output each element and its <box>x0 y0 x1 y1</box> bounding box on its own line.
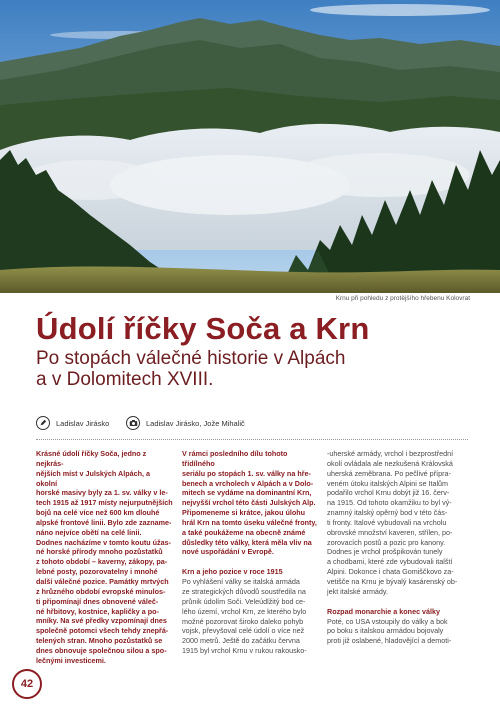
text-line: důsledky této války, která měla vliv na <box>182 537 312 547</box>
text-line: nejvyšší vrchol této části Julských Alp. <box>182 498 316 508</box>
subtitle-line-2: a v Dolomitech XVIII. <box>36 369 214 390</box>
text-line: lého území, vrchol Krn, ze kterého bylo <box>182 606 307 616</box>
text-line: nové uspořádání v Evropě. <box>182 547 274 557</box>
text-line: né horské přírody mnoho pozůstatků <box>36 547 163 557</box>
section-heading: Rozpad monarchie a konec války <box>327 606 441 616</box>
column-3 <box>327 449 464 646</box>
pen-icon <box>36 416 50 430</box>
text-line: společně potomci všech tehdy znepřá- <box>36 626 169 636</box>
text-line: bojů na celé více než 600 km dlouhé <box>36 508 160 518</box>
text-line: ze strategických důvodů soustředila na <box>182 586 306 596</box>
paragraph-gap <box>182 557 319 567</box>
text-line: z tohoto období – kaverny, zákopy, pa- <box>36 557 168 567</box>
text-line: seriálu po stopách 1. sv. války na hře- <box>182 468 311 478</box>
divider <box>36 439 468 440</box>
text-line: uherská zeměbrana. Po pečlivé přípra- <box>327 468 451 478</box>
text-line: průnik údolím Soči. Veleúdlžitý bod ce- <box>182 596 306 606</box>
landscape-illustration <box>0 0 500 293</box>
author-credits <box>36 414 245 432</box>
photo-caption: Krnu při pohledu z protějšího hřebenu Kolovrat <box>335 295 470 302</box>
text-line: ti fronty. Italové vybudovali na vrcholu <box>327 517 447 527</box>
text-line: další válečné pozice. Památky mrtvých <box>36 576 169 586</box>
article-title: Údolí říčky Soča a Krn <box>36 311 370 346</box>
text-line: mníky. Na své předky vzpomínají dnes <box>36 616 167 626</box>
text-line: a chodbami, které zde vybudovali italští <box>327 557 453 567</box>
text-line: vojsk, převyšoval celé údolí o více než <box>182 626 305 636</box>
text-line: podařilo vrchol Krnu dobýt již 16. červ- <box>327 488 450 498</box>
text-line: jekt italské armády. <box>327 586 388 596</box>
intro-paragraph <box>182 449 319 557</box>
text-line: 1915 byl vrchol Krnu v rukou rakousko- <box>182 646 307 656</box>
text-line: lebné posty, pozorovatelny i mnohé <box>36 567 158 577</box>
text-line: Dodnes nacházíme v tomto koutu úžas- <box>36 537 171 547</box>
text-line: ti připomínají dnes obnovené váleč- <box>36 596 159 606</box>
text-line: náno nejvíce obětí na celé linii. <box>36 527 142 537</box>
text-line: zorovacích postů a pozic pro kanony. <box>327 537 446 547</box>
text-line: né hřbitovy, kostnice, kapličky a po- <box>36 606 159 616</box>
photo-authors: Ladislav Jirásko, Jože Mihalič <box>146 418 245 428</box>
text-line: tech 1915 až 1917 místy nejurputnějších <box>36 498 173 508</box>
text-line: V rámci posledního dílu tohoto třídílného <box>182 449 288 468</box>
column-1 <box>36 449 173 666</box>
article-subtitle <box>36 348 476 390</box>
text-line: telených stran. Mnoho pozůstatků se <box>36 636 163 646</box>
text-line: nějších míst v Julských Alpách, a okolní <box>36 468 150 488</box>
text-line: okolí ovládala ale nezkušená Královská <box>327 458 453 468</box>
text-line: z hrůzného období evropské minulos- <box>36 586 166 596</box>
text-line: vetišče na Krnu je bývalý kasárenský ob- <box>327 576 458 586</box>
text-line: a také poukážeme na obecně známé <box>182 527 306 537</box>
text-line: lečnými investicemi. <box>36 655 106 665</box>
text-line: znamný italský opěrný bod v této čás- <box>327 508 448 518</box>
text-author: Ladislav Jirásko <box>56 418 110 428</box>
text-line: alpské frontové linii. Bylo zde zazname- <box>36 517 172 527</box>
page-number: 42 <box>12 669 42 699</box>
subtitle-line-1: Po stopách válečné historie v Alpách <box>36 348 346 369</box>
text-line: 2000 metrů. Ještě do začátku června <box>182 636 300 646</box>
text-line: dnes obnovuje společnou silou a spo- <box>36 645 167 655</box>
text-line: na 1915. Od tohoto okamžiku to byl vý- <box>327 498 452 508</box>
text-line: Po vyhlášení války se italská armáda <box>182 577 300 587</box>
camera-icon <box>126 416 140 430</box>
text-line: Připomeneme si krátce, jakou úlohu <box>182 508 306 518</box>
section-heading: Krn a jeho pozice v roce 1915 <box>182 567 283 577</box>
text-line: benech a vrcholech v Alpách a v Dolo- <box>182 478 314 488</box>
body-paragraph <box>182 577 319 656</box>
text-line: proti již oslabené, hladovějící a demoti- <box>327 636 452 646</box>
text-line: obrovské množství kaveren, střílen, po- <box>327 527 453 537</box>
text-line: hrál Krn na tomto úseku válečné fronty, <box>182 517 317 527</box>
text-line: Dodnes je vrchol prošpikován tunely <box>327 547 443 557</box>
text-line: po boku s italskou armádou bojovaly <box>327 626 444 636</box>
text-line: Poté, co USA vstoupily do války a bok <box>327 616 448 626</box>
paragraph-gap <box>327 597 464 607</box>
column-2 <box>182 449 319 656</box>
text-line: -uherské armády, vrchol i bezprostřední <box>327 449 454 458</box>
text-line: Krásné údolí říčky Soča, jedno z nejkrás- <box>36 449 147 468</box>
text-line: Alpini. Dokonce i chata Gomiščkovo za- <box>327 567 454 577</box>
hero-photo <box>0 0 500 293</box>
text-line: veném útoku italských Alpini se Italům <box>327 478 449 488</box>
text-line: mitech se vydáme na dominantní Krn, <box>182 488 312 498</box>
text-line: možné pozorovat široko daleko pohyb <box>182 616 304 626</box>
text-line: horské masivy byly za 1. sv. války v le- <box>36 488 168 498</box>
